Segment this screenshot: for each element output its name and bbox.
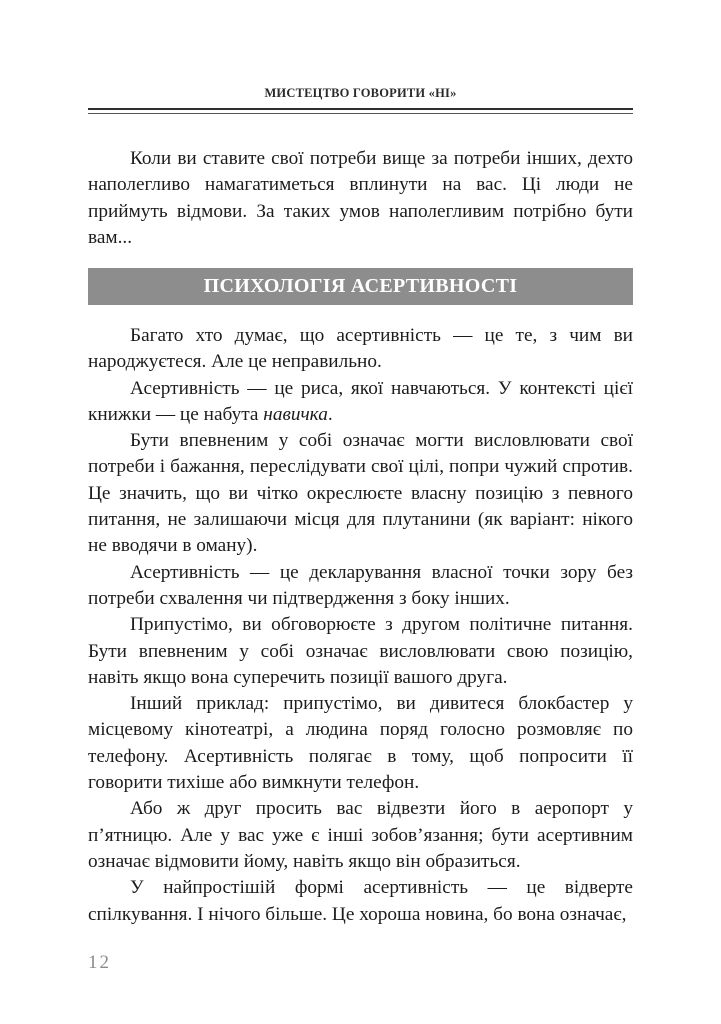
paragraph: Інший приклад: припустімо, ви дивитеся блокбастер у місцевому кінотеатрі, а людина поряд голосно розмовляє по телефону. Асертивність полягає в тому, щоб попросити її говорити тихіше або вимкнути телефон. <box>88 693 633 794</box>
paragraph-text: Асертивність — це риса, якої навчаються. У контексті цієї книжки — це набута <box>88 377 633 425</box>
paragraph: Коли ви ставите свої потреби вище за потреби інших, дехто наполегливо намагатиметься вплинути на вас. Ці люди не приймуть відмови. За таких умов наполегливим потрібно бути вам... <box>88 148 633 248</box>
paragraph: Багато хто думає, що асертивність — це те, з чим ви народжуєтеся. Але це неправильно. <box>88 325 633 373</box>
intro-text <box>88 146 633 251</box>
header-rule <box>88 108 633 110</box>
paragraph: Припустімо, ви обговорюєте з другом політичне питання. Бути впевненим у собі означає висловлювати свою позицію, навіть якщо вона суперечить позиції вашого друга. <box>88 614 633 688</box>
paragraph <box>88 376 633 429</box>
section-title: ПСИХОЛОГІЯ АСЕРТИВНОСТІ <box>203 275 518 297</box>
running-head: МИСТЕЦТВО ГОВОРИТИ «НІ» <box>264 86 457 100</box>
paragraph: Бути впевненим у собі означає могти висловлювати свої потреби і бажання, переслідувати свої цілі, попри чужий спротив. Це значить, що ви чітко окреслюєте власну позицію з певного питання, не залишаючи місця для плутанини (як варіант: нікого не вводячи в оману). <box>88 430 633 557</box>
section-heading-band <box>88 268 633 305</box>
paragraph: Асертивність — це декларування власної точки зору без потреби схвалення чи підтвердження з боку інших. <box>88 561 633 609</box>
page-number: 12 <box>88 952 111 973</box>
paragraph-text: . <box>327 403 333 425</box>
paragraph: У найпростішій формі асертивність — це відверте спілкування. І нічого більше. Це хороша новина, бо вона означає, <box>88 877 633 925</box>
italic-term: навичка <box>263 403 328 425</box>
body-text <box>88 323 633 928</box>
paragraph: Або ж друг просить вас відвезти його в аеропорт у п’ятницю. Але у вас уже є інші зобов’язання; бути асертивним означає відмовити йому, навіть якщо він образиться. <box>88 798 633 872</box>
header-rule-thin <box>88 113 633 114</box>
